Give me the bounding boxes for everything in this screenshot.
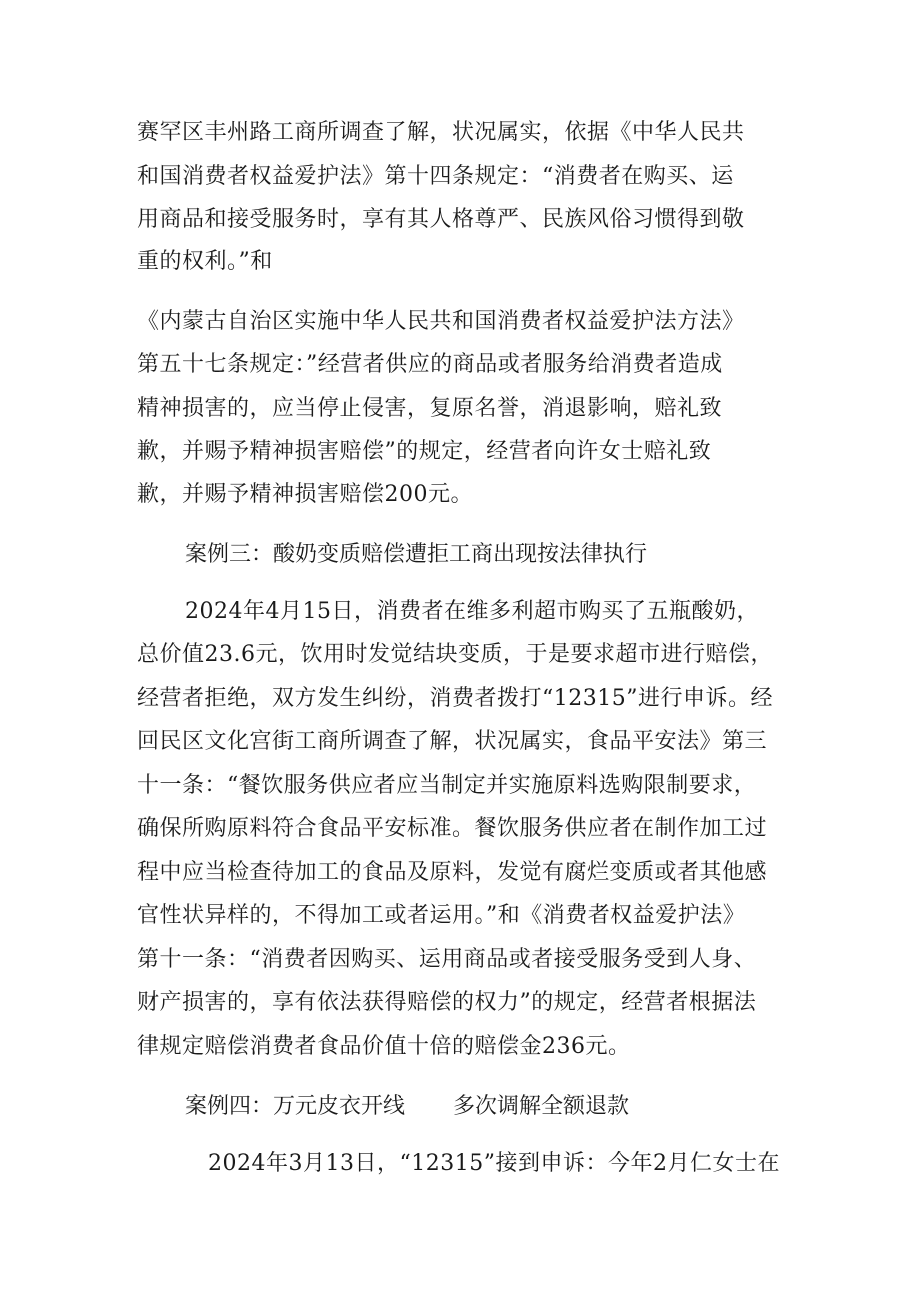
paragraph-line: 歉，并赐予精神损害赔偿”的规定，经营者向许女士赔礼致 [137, 439, 712, 464]
paragraph-line: 官性状异样的，不得加工或者运用。”和《消费者权益爱护法》 [137, 903, 746, 928]
paragraph-line: 2024年3月13日，“12315”接到申诉：今年2月仁女士在 [208, 1151, 780, 1176]
paragraph-line: 总价值23.6元，饮用时发觉结块变质，于是要求超市进行赔偿， [137, 642, 773, 667]
heading-part: 案例四：万元皮衣开线 [185, 1094, 406, 1119]
heading-part: 多次调解全额退款 [453, 1094, 630, 1119]
paragraph-line: 第十一条：“消费者因购买、运用商品或者接受服务受到人身、 [137, 947, 757, 972]
paragraph-line: 重的权利。”和 [137, 249, 273, 274]
paragraph-line: 财产损害的，享有依法获得赔偿的权力”的规定，经营者根据法 [137, 990, 757, 1015]
paragraph-line: 精神损害的，应当停止侵害，复原名誉，消退影响，赔礼致 [137, 396, 723, 421]
section-heading-case3: 案例三：酸奶变质赔偿遭拒工商出现按法律执行 [185, 542, 648, 567]
paragraph-line: 歉，并赐予精神损害赔偿200元。 [137, 482, 473, 507]
paragraph-line: 十一条：“餐饮服务供应者应当制定并实施原料选购限制要求， [137, 773, 757, 798]
paragraph-line: 2024年4月15日，消费者在维多利超市购买了五瓶酸奶， [185, 599, 759, 624]
paragraph-line: 回民区文化宫街工商所调查了解，状况属实，食品平安法》第三 [137, 729, 768, 754]
paragraph-line: 和国消费者权益爱护法》第十四条规定：“消费者在购买、运 [137, 164, 734, 189]
paragraph-line: 赛罕区丰州路工商所调查了解，状况属实，依据《中华人民共 [137, 120, 745, 145]
paragraph-line: 律规定赔偿消费者食品价值十倍的赔偿金236元。 [137, 1034, 631, 1059]
paragraph-line: 确保所购原料符合食品平安标准。餐饮服务供应者在制作加工过 [137, 816, 768, 841]
paragraph-line: 第五十七条规定：”经营者供应的商品或者服务给消费者造成 [137, 352, 723, 377]
paragraph-line: 《内蒙古自治区实施中华人民共和国消费者权益爱护法方法》 [137, 309, 745, 334]
paragraph-line: 程中应当检查待加工的食品及原料，发觉有腐烂变质或者其他感 [137, 860, 768, 885]
paragraph-line: 经营者拒绝，双方发生纠纷，消费者拨打“12315”进行申诉。经 [137, 686, 773, 711]
section-heading-case4 [185, 1092, 629, 1122]
paragraph-line: 用商品和接受服务时，享有其人格尊严、民族风俗习惯得到敬 [137, 207, 745, 232]
